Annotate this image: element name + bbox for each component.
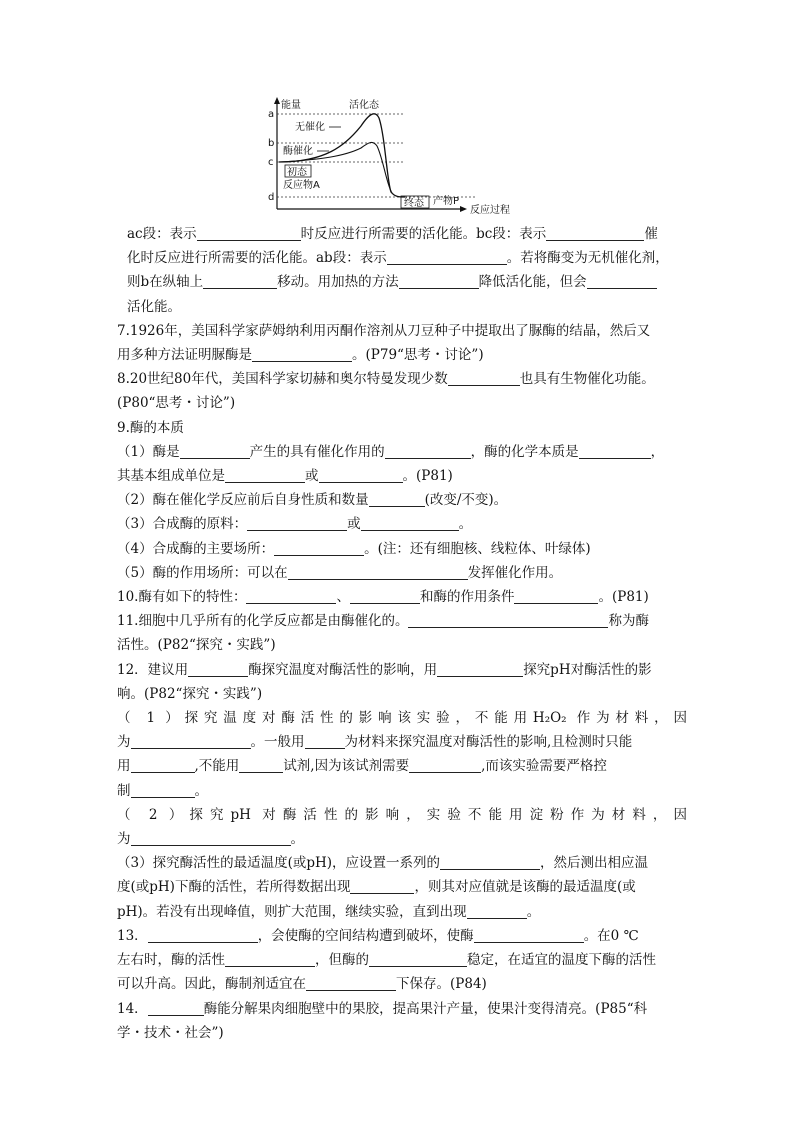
worksheet-page — [117, 96, 687, 1045]
blank[interactable] — [131, 733, 251, 749]
text: 活性。(P82“探究・实践”) — [117, 637, 276, 654]
enzyme-catalyst-label: 酶催化 — [283, 146, 313, 157]
text: ，会使酶的空间结构遭到破坏，使酶 — [257, 927, 474, 944]
text: 。 — [526, 903, 541, 920]
blank[interactable] — [387, 249, 507, 265]
text: 和酶的作用条件 — [419, 589, 515, 606]
text: 发挥催化作用。 — [467, 564, 563, 581]
x-axis-label: 反应过程 — [470, 205, 510, 216]
blank[interactable] — [448, 370, 520, 386]
q9-3 — [117, 512, 687, 536]
q12-3-line3 — [117, 900, 687, 924]
text: 稳定，在适宜的温度下酶的活性 — [467, 952, 656, 969]
text: 。 — [290, 831, 304, 848]
blank[interactable] — [246, 588, 336, 604]
text: 降低活化能，但会 — [478, 274, 587, 291]
blank[interactable] — [369, 491, 425, 507]
text: 称为酶 — [608, 613, 649, 630]
blank[interactable] — [440, 854, 540, 870]
text: 时反应进行所需要的活化能。bc段：表示 — [300, 226, 547, 242]
blank[interactable] — [188, 661, 248, 677]
tick-d: d — [268, 192, 275, 203]
blank[interactable] — [225, 467, 305, 483]
text: ，但酶的 — [315, 952, 369, 969]
text: 探究pH对酶活性的影 — [523, 661, 652, 678]
text: 。(P81) — [598, 589, 649, 606]
text: （4）合成酶的主要场所： — [117, 540, 275, 557]
text: 11.细胞中几乎所有的化学反应都是由酶催化的。 — [117, 613, 409, 630]
blank[interactable] — [408, 612, 608, 628]
blank[interactable] — [306, 975, 396, 991]
y-axis-arrow — [274, 97, 280, 104]
q12-3-line1 — [117, 851, 687, 875]
text: 为材料来探究温度对酶活性的影响,且检测时只能 — [344, 734, 633, 751]
q12-3-line2 — [117, 875, 687, 899]
text: 下保存。(P84) — [396, 976, 487, 993]
text: 。(注：还有细胞核、线粒体、叶绿体) — [364, 540, 591, 557]
q14-line2 — [117, 1021, 687, 1045]
final-state-label: 终态 — [404, 198, 424, 209]
text: 试剂,因为该试剂需要 — [283, 758, 410, 775]
blank[interactable] — [467, 903, 527, 919]
blank[interactable] — [385, 443, 471, 459]
text: 催 — [644, 226, 658, 242]
q8-line1 — [117, 367, 687, 391]
line-ac — [117, 222, 687, 246]
text: 学・技术・社会”) — [117, 1024, 224, 1041]
blank[interactable] — [319, 467, 403, 483]
line-ab — [117, 246, 687, 270]
blank[interactable] — [361, 515, 459, 531]
text: 8.20世纪80年代，美国科学家切赫和奥尔特曼发现少数 — [117, 371, 448, 388]
text: ， — [650, 443, 665, 460]
text: 制 — [117, 782, 131, 799]
text: ，则其对应值就是该酶的最适温度(或 — [414, 879, 636, 896]
text: 或 — [347, 516, 361, 533]
product-label: 产物P — [433, 196, 460, 207]
text: 。 — [458, 516, 473, 533]
tick-b: b — [268, 138, 275, 149]
text: 。(P81) — [402, 468, 453, 485]
blank[interactable] — [409, 757, 481, 773]
text: （3）合成酶的原料： — [117, 516, 248, 533]
text: 。(P79“思考・讨论”) — [352, 347, 484, 364]
text: （ 1 ）探究温度对酶活性的影响该实验，不能用H₂O₂ 作为材料，因 — [117, 710, 687, 727]
text: 。 — [194, 782, 208, 799]
blank[interactable] — [305, 733, 345, 749]
reactant-label: 反应物A — [283, 180, 320, 191]
text: 产生的具有催化作用的 — [249, 443, 385, 460]
text: 可以升高。因此，酶制剂适宜在 — [117, 976, 306, 993]
blank[interactable] — [369, 951, 467, 967]
blank[interactable] — [546, 225, 644, 241]
blank[interactable] — [399, 273, 479, 289]
text: 酶能分解果肉细胞壁中的果胶，提高果汁产量，使果汁变得清亮。(P85“科 — [203, 1000, 648, 1017]
blank[interactable] — [579, 443, 651, 459]
text: 用多种方法证明脲酶是 — [117, 347, 252, 364]
text: 左右时，酶的活性 — [117, 952, 225, 969]
text: （5）酶的作用场所：可以在 — [117, 564, 288, 581]
blank[interactable] — [350, 878, 414, 894]
text: ,不能用 — [194, 758, 240, 775]
text: 13． — [117, 927, 148, 944]
text: ,而该实验需要严格控 — [481, 758, 607, 775]
q13-line1 — [117, 924, 687, 948]
text: 其基本组成单位是 — [117, 468, 225, 485]
initial-state-label: 初态 — [287, 167, 307, 178]
q12-line2 — [117, 682, 687, 706]
text: 12．建议用 — [117, 661, 189, 678]
text: ，酶的化学本质是 — [470, 443, 579, 460]
q8-line2 — [117, 391, 687, 415]
text: 也具有生物催化功能。 — [519, 371, 655, 388]
q12-1-line1 — [117, 706, 687, 730]
q12-1-line4 — [117, 779, 687, 803]
text: （3）探究酶活性的最适温度(或pH)，应设置一系列的 — [117, 855, 441, 872]
tick-a: a — [268, 109, 275, 120]
y-axis-label: 能量 — [281, 100, 301, 111]
q13-line3 — [117, 972, 687, 996]
q13-line2 — [117, 948, 687, 972]
energy-diagram-svg — [265, 96, 525, 218]
text: 14． — [117, 1000, 148, 1017]
blank[interactable] — [131, 830, 291, 846]
text: 度(或pH)下酶的活性，若所得数据出现 — [117, 879, 351, 896]
line-b-move — [117, 270, 687, 294]
q12-1-line3 — [117, 754, 687, 778]
q7-line2 — [117, 343, 687, 367]
text: 则b在纵轴上 — [127, 274, 204, 291]
text: 活化能。 — [127, 298, 181, 315]
blank[interactable] — [288, 564, 468, 580]
blank[interactable] — [350, 588, 420, 604]
text: 为 — [117, 734, 131, 751]
text: 。在0 ℃ — [583, 927, 639, 944]
tick-c: c — [268, 157, 274, 168]
text: ac段：表示 — [127, 226, 197, 242]
no-catalyst-label: 无催化 — [295, 122, 325, 133]
blank[interactable] — [474, 927, 584, 943]
text: 酶探究温度对酶活性的影响，用 — [248, 661, 438, 678]
text: 移动。用加热的方法 — [277, 274, 399, 291]
blank[interactable] — [197, 225, 301, 241]
text: (P80“思考・讨论”) — [117, 395, 236, 412]
text: pH)。若没有出现峰值，则扩大范围，继续实验，直到出现 — [117, 903, 467, 920]
text: 化时反应进行所需要的活化能。ab段：表示 — [127, 250, 387, 267]
activation-energy-diagram — [265, 96, 525, 218]
q12-2-line2 — [117, 827, 687, 851]
blank[interactable] — [274, 540, 364, 556]
q9-title — [117, 416, 687, 440]
text: （1）酶是 — [117, 443, 180, 460]
text: 。若将酶变为无机催化剂， — [506, 250, 669, 267]
activated-state-label: 活化态 — [349, 100, 379, 111]
blank[interactable] — [225, 951, 315, 967]
blank[interactable] — [148, 927, 258, 943]
blank[interactable] — [514, 588, 598, 604]
q10 — [117, 585, 687, 609]
blank[interactable] — [203, 273, 277, 289]
q12-1-line2 — [117, 730, 687, 754]
text: （2）酶在催化学反应前后自身性质和数量 — [117, 492, 369, 509]
blank[interactable] — [247, 515, 347, 531]
blank[interactable] — [131, 757, 195, 773]
q9-5 — [117, 561, 687, 585]
line-activation — [117, 295, 687, 319]
text: （ 2 ）探究pH 对酶活性的影响，实验不能用淀粉作为材料，因 — [117, 806, 687, 823]
q11-line2 — [117, 633, 687, 657]
q9-2 — [117, 488, 687, 512]
q7-line1 — [117, 319, 687, 343]
text: 为 — [117, 831, 131, 848]
x-axis-arrow — [460, 206, 467, 212]
blank[interactable] — [252, 346, 352, 362]
text: (改变/不变)。 — [424, 492, 508, 509]
text: 9.酶的本质 — [117, 419, 184, 436]
text: 或 — [305, 468, 319, 485]
blank[interactable] — [148, 1000, 204, 1016]
q9-1-line2 — [117, 464, 687, 488]
text: 。一般用 — [250, 734, 305, 751]
q12-2-line1 — [117, 803, 687, 827]
text: 用 — [117, 758, 131, 775]
text: 10.酶有如下的特性： — [117, 589, 247, 606]
blank[interactable] — [239, 757, 283, 773]
q12-line1 — [117, 658, 687, 682]
text: 响。(P82“探究・实践”) — [117, 685, 263, 702]
q9-1-line1 — [117, 440, 687, 464]
q11-line1 — [117, 609, 687, 633]
blank[interactable] — [587, 273, 657, 289]
text: 7.1926年，美国科学家萨姆纳利用丙酮作溶剂从刀豆种子中提取出了脲酶的结晶，然后又 — [117, 322, 651, 339]
text: 、 — [336, 589, 350, 606]
blank[interactable] — [131, 782, 195, 798]
blank[interactable] — [437, 661, 523, 677]
q14-line1 — [117, 997, 687, 1021]
blank[interactable] — [180, 443, 250, 459]
text: ，然后测出相应温 — [540, 855, 649, 872]
q9-4 — [117, 537, 687, 561]
